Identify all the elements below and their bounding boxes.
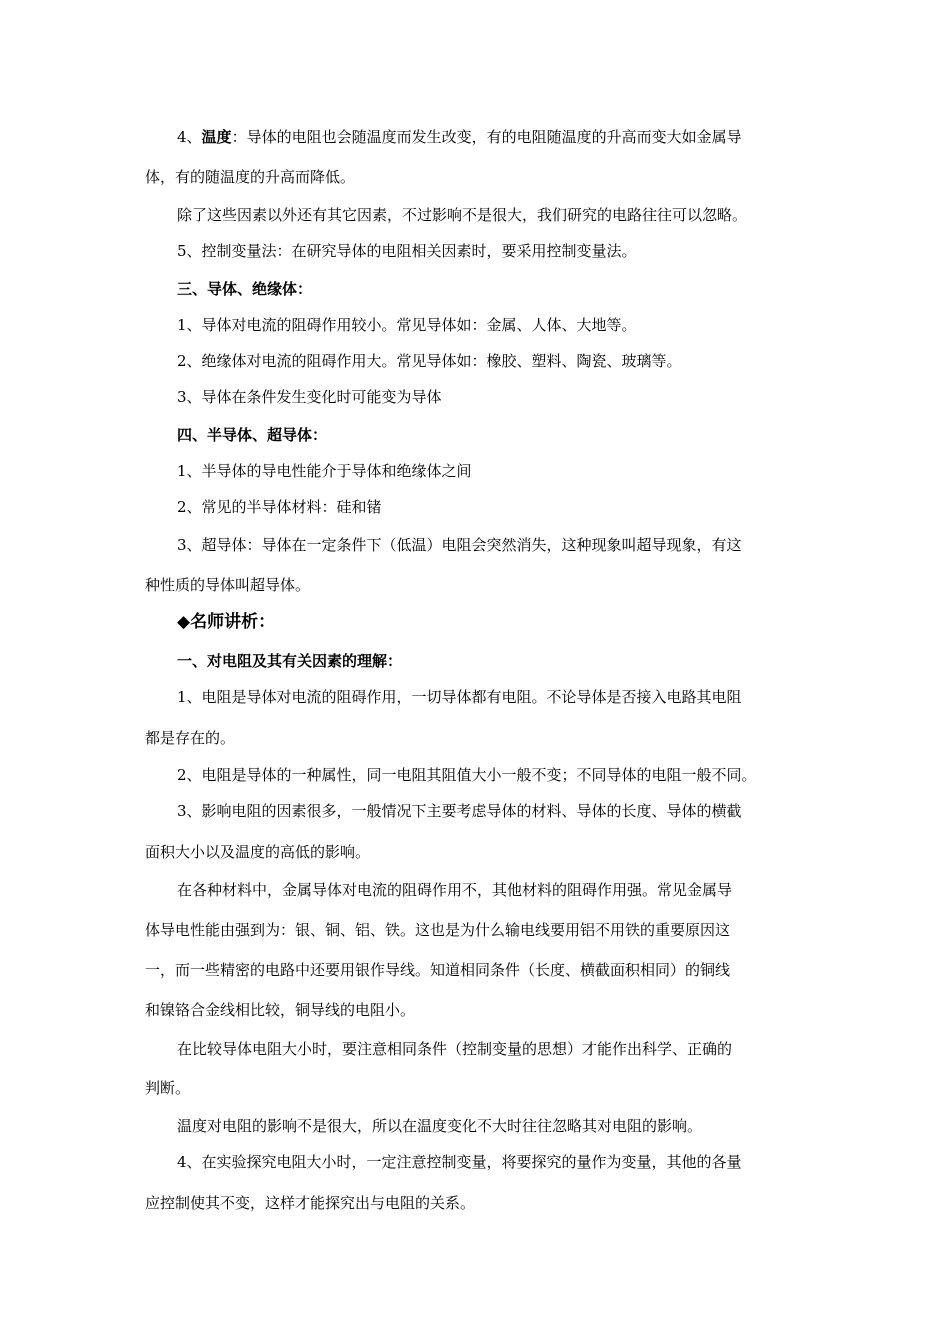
semiconductor-item-1: 1、半导体的导电性能介于导体和绝缘体之间 [177,462,472,480]
resistance-point-2: 2、电阻是导体的一种属性，同一电阻其阻值大小一般不变；不同导体的电阻一般不同。 [177,766,757,784]
temperature-effect-paragraph: 温度对电阻的影响不是很大，所以在温度变化不大时往往忽略其对电阻的影响。 [177,1117,703,1135]
resistance-point-1-line-2: 都是存在的。 [145,729,236,747]
resistance-point-4-line-1: 4、在实验探究电阻大小时，一定注意控制变量，将要探究的量作为变量，其他的各量 [177,1153,742,1171]
other-factors-paragraph: 除了这些因素以外还有其它因素，不过影响不是很大，我们研究的电路往往可以忽略。 [177,206,748,224]
materials-paragraph-line-2: 体导电性能由强到为：银、铜、铝、铁。这也是为什么输电线要用铝不用铁的重要原因这 [145,921,731,939]
temperature-text: ：导体的电阻也会随温度而发生改变，有的电阻随温度的升高而变大如金属导 [231,128,742,146]
comparison-paragraph-line-2: 判断。 [145,1079,191,1097]
materials-paragraph-line-3: 一，而一些精密的电路中还要用银作导线。知道相同条件（长度、横截面积相同）的铜线 [145,961,731,979]
comparison-paragraph-line-1: 在比较导体电阻大小时，要注意相同条件（控制变量的思想）才能作出科学、正确的 [177,1040,733,1058]
heading-resistance-understanding: 一、对电阻及其有关因素的理解： [177,652,403,670]
semiconductor-item-2: 2、常见的半导体材料：硅和锗 [177,498,382,516]
heading-teacher-analysis: ◆名师讲析： [177,612,276,632]
temperature-label: 温度 [201,128,232,146]
superconductor-line-2: 种性质的导体叫超导体。 [145,576,311,594]
superconductor-line-1: 3、超导体：导体在一定条件下（低温）电阻会突然消失，这种现象叫超导现象，有这 [177,536,742,554]
materials-paragraph-line-4: 和镍铬合金线相比较，铜导线的电阻小。 [145,1001,416,1019]
resistance-point-1-line-1: 1、电阻是导体对电流的阻碍作用，一切导体都有电阻。不论导体是否接入电路其电阻 [177,688,742,706]
conductor-item-3: 3、导体在条件发生变化时可能变为导体 [177,388,442,406]
resistance-point-3-line-2: 面积大小以及温度的高低的影响。 [145,843,371,861]
item-number: 4、 [177,128,202,146]
materials-paragraph-line-1: 在各种材料中，金属导体对电流的阻碍作用不，其他材料的阻碍作用强。常见金属导 [177,881,733,899]
conductor-item-1: 1、导体对电流的阻碍作用较小。常见导体如：金属、人体、大地等。 [177,316,637,334]
resistance-point-4-line-2: 应控制使其不变，这样才能探究出与电阻的关系。 [145,1194,476,1212]
resistance-point-3-line-1: 3、影响电阻的因素很多，一般情况下主要考虑导体的材料、导体的长度、导体的横截 [177,802,742,820]
temperature-paragraph-line-1 [177,127,857,147]
conductor-item-2: 2、绝缘体对电流的阻碍作用大。常见导体如：橡胶、塑料、陶瓷、玻璃等。 [177,352,682,370]
heading-semiconductor: 四、半导体、超导体： [177,426,328,444]
control-variable-paragraph: 5、控制变量法：在研究导体的电阻相关因素时，要采用控制变量法。 [177,242,637,260]
heading-conductor-insulator: 三、导体、绝缘体： [177,280,313,298]
temperature-paragraph-line-2: 体，有的随温度的升高而降低。 [145,168,356,186]
